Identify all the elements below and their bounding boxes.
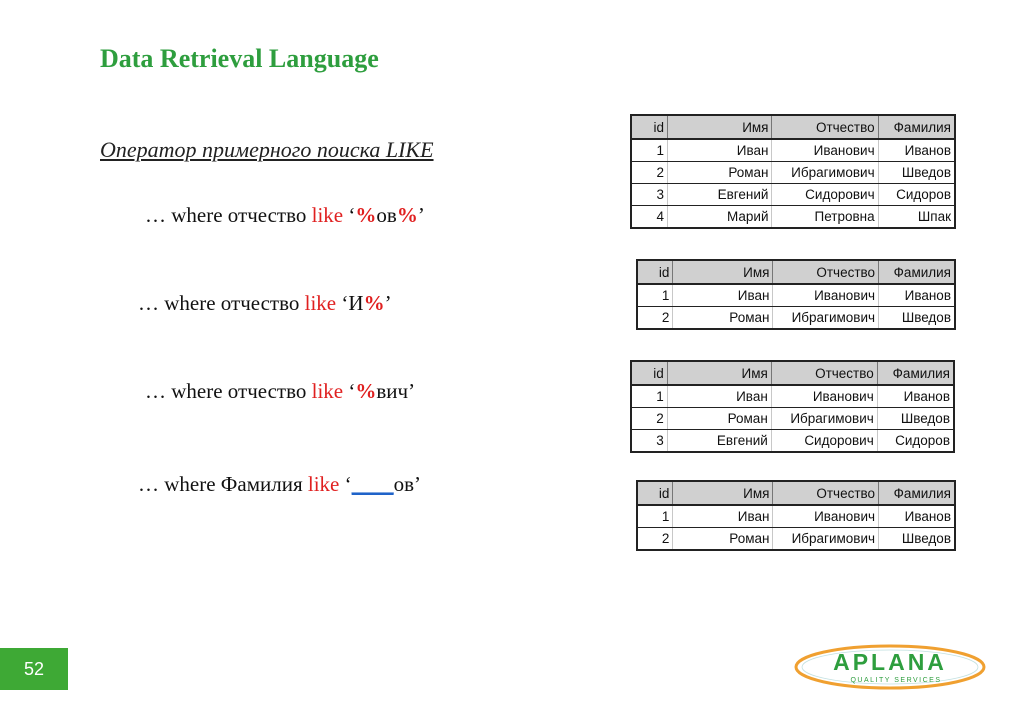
cell-id: 1 bbox=[637, 505, 673, 528]
pattern-text: ов bbox=[393, 472, 415, 496]
wildcard-percent: % bbox=[355, 379, 377, 403]
like-keyword: like bbox=[307, 472, 340, 496]
header-name: Имя bbox=[668, 115, 772, 139]
table-row bbox=[637, 284, 955, 307]
cell-id: 3 bbox=[631, 430, 667, 453]
table-row bbox=[631, 385, 954, 408]
table-header-row bbox=[637, 481, 955, 505]
cell-surname: Шведов bbox=[877, 408, 954, 430]
cell-name: Роман bbox=[673, 307, 773, 330]
cell-id: 1 bbox=[631, 139, 668, 162]
cell-surname: Иванов bbox=[879, 284, 955, 307]
quote-open: ‘ bbox=[336, 291, 349, 315]
cell-id: 3 bbox=[631, 184, 668, 206]
table-row bbox=[637, 505, 955, 528]
wildcard-underscores: ____ bbox=[351, 472, 394, 496]
quote-open: ‘ bbox=[343, 203, 356, 227]
cell-surname: Иванов bbox=[879, 505, 955, 528]
result-table-3 bbox=[630, 360, 955, 453]
cell-patronymic: Петровна bbox=[772, 206, 878, 229]
table-row bbox=[631, 430, 954, 453]
page-number-badge: 52 bbox=[0, 648, 68, 690]
pattern-text: ов bbox=[376, 203, 397, 227]
header-surname: Фамилия bbox=[879, 481, 955, 505]
table-header-row bbox=[631, 115, 955, 139]
wildcard-percent: % bbox=[396, 203, 418, 227]
result-table-1 bbox=[630, 114, 956, 229]
cell-patronymic: Ибрагимович bbox=[773, 307, 879, 330]
pattern-text: И bbox=[348, 291, 364, 315]
cell-surname: Сидоров bbox=[877, 430, 954, 453]
quote-close: ’ bbox=[417, 203, 425, 227]
cell-name: Роман bbox=[667, 408, 771, 430]
cell-patronymic: Ибрагимович bbox=[773, 528, 879, 551]
cell-patronymic: Ибрагимович bbox=[771, 408, 877, 430]
header-patronymic: Отчество bbox=[772, 115, 878, 139]
cell-name: Роман bbox=[668, 162, 772, 184]
quote-open: ‘ bbox=[343, 379, 356, 403]
like-keyword: like bbox=[311, 379, 344, 403]
query-prefix: … where отчество bbox=[138, 291, 305, 315]
cell-patronymic: Сидорович bbox=[772, 184, 878, 206]
query-4 bbox=[138, 472, 421, 497]
table-row bbox=[631, 184, 955, 206]
header-name: Имя bbox=[673, 260, 773, 284]
table-row bbox=[631, 162, 955, 184]
query-3 bbox=[145, 379, 415, 404]
cell-surname: Шведов bbox=[879, 528, 955, 551]
header-surname: Фамилия bbox=[878, 115, 955, 139]
header-id: id bbox=[637, 260, 673, 284]
cell-name: Евгений bbox=[668, 184, 772, 206]
query-prefix: … where Фамилия bbox=[138, 472, 308, 496]
cell-surname: Иванов bbox=[877, 385, 954, 408]
query-prefix: … where отчество bbox=[145, 203, 312, 227]
cell-patronymic: Сидорович bbox=[771, 430, 877, 453]
cell-id: 2 bbox=[637, 528, 673, 551]
quote-close: ’ bbox=[414, 472, 422, 496]
cell-id: 2 bbox=[631, 408, 667, 430]
query-prefix: … where отчество bbox=[145, 379, 312, 403]
wildcard-percent: % bbox=[363, 291, 385, 315]
result-table-2 bbox=[636, 259, 956, 330]
cell-id: 4 bbox=[631, 206, 668, 229]
quote-close: ’ bbox=[384, 291, 392, 315]
table-row bbox=[631, 206, 955, 229]
aplana-logo bbox=[792, 642, 988, 692]
quote-open: ‘ bbox=[339, 472, 352, 496]
logo-wordmark: APLANA bbox=[833, 649, 947, 675]
cell-patronymic: Ибрагимович bbox=[772, 162, 878, 184]
header-id: id bbox=[637, 481, 673, 505]
cell-id: 1 bbox=[631, 385, 667, 408]
header-id: id bbox=[631, 115, 668, 139]
pattern-text: вич bbox=[376, 379, 409, 403]
cell-name: Иван bbox=[668, 139, 772, 162]
table-header-row bbox=[631, 361, 954, 385]
wildcard-percent: % bbox=[355, 203, 377, 227]
like-keyword: like bbox=[311, 203, 344, 227]
cell-id: 2 bbox=[631, 162, 668, 184]
header-patronymic: Отчество bbox=[773, 260, 879, 284]
header-patronymic: Отчество bbox=[771, 361, 877, 385]
cell-patronymic: Иванович bbox=[773, 284, 879, 307]
cell-name: Марий bbox=[668, 206, 772, 229]
slide-title: Data Retrieval Language bbox=[100, 44, 379, 73]
cell-patronymic: Иванович bbox=[771, 385, 877, 408]
header-surname: Фамилия bbox=[879, 260, 955, 284]
header-patronymic: Отчество bbox=[773, 481, 879, 505]
table-row bbox=[637, 307, 955, 330]
cell-surname: Сидоров bbox=[878, 184, 955, 206]
cell-surname: Иванов bbox=[878, 139, 955, 162]
cell-name: Иван bbox=[673, 284, 773, 307]
table-row bbox=[637, 528, 955, 551]
cell-id: 1 bbox=[637, 284, 673, 307]
header-id: id bbox=[631, 361, 667, 385]
like-keyword: like bbox=[304, 291, 337, 315]
cell-name: Иван bbox=[667, 385, 771, 408]
table-header-row bbox=[637, 260, 955, 284]
header-surname: Фамилия bbox=[877, 361, 954, 385]
header-name: Имя bbox=[673, 481, 773, 505]
query-1 bbox=[145, 203, 425, 228]
cell-name: Иван bbox=[673, 505, 773, 528]
cell-patronymic: Иванович bbox=[773, 505, 879, 528]
query-2 bbox=[138, 291, 392, 316]
quote-close: ’ bbox=[408, 379, 416, 403]
cell-surname: Шведов bbox=[879, 307, 955, 330]
logo-tagline: QUALITY SERVICES bbox=[850, 677, 942, 684]
table-row bbox=[631, 139, 955, 162]
table-row bbox=[631, 408, 954, 430]
header-name: Имя bbox=[667, 361, 771, 385]
cell-patronymic: Иванович bbox=[772, 139, 878, 162]
cell-name: Евгений bbox=[667, 430, 771, 453]
cell-surname: Шпак bbox=[878, 206, 955, 229]
slide-subtitle: Оператор примерного поиска LIKE bbox=[100, 137, 434, 162]
cell-id: 2 bbox=[637, 307, 673, 330]
cell-surname: Шведов bbox=[878, 162, 955, 184]
result-table-4 bbox=[636, 480, 956, 551]
cell-name: Роман bbox=[673, 528, 773, 551]
